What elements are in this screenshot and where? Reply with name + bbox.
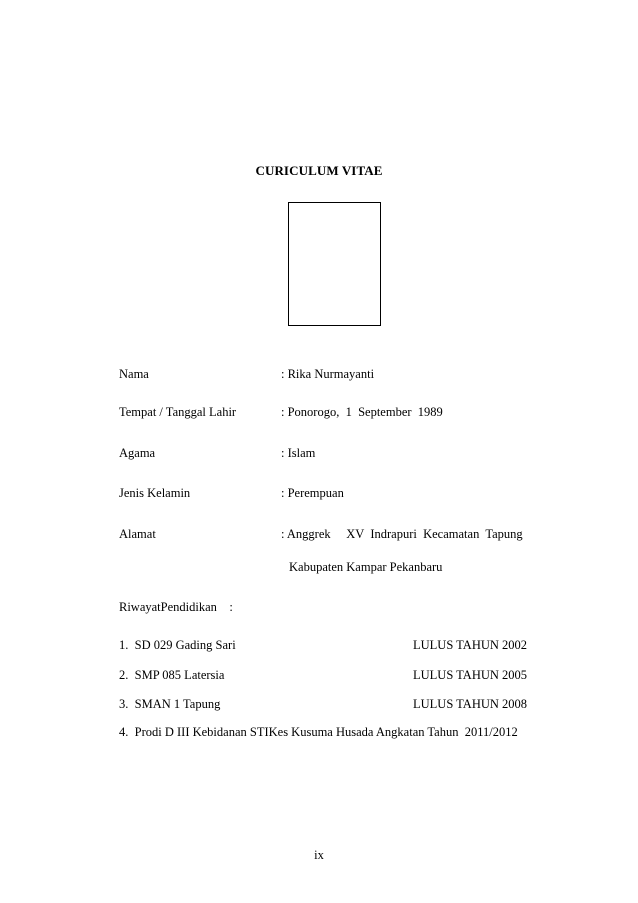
label-agama: Agama xyxy=(119,446,156,460)
education-item-name: 4. Prodi D III Kebidanan STIKes Kusuma Husada Angkatan Tahun 2011/2012 xyxy=(119,725,518,739)
value-nama: : Rika Nurmayanti xyxy=(281,367,375,381)
value-alamat-line1: : Anggrek XV Indrapuri Kecamatan Tapung xyxy=(281,527,523,541)
label-alamat: Alamat xyxy=(119,527,156,541)
value-alamat-line2: Kabupaten Kampar Pekanbaru xyxy=(289,560,443,574)
value-tempat-tanggal-lahir: : Ponorogo, 1 September 1989 xyxy=(281,405,443,419)
photo-placeholder xyxy=(288,202,381,326)
label-tempat-tanggal-lahir: Tempat / Tanggal Lahir xyxy=(119,405,237,419)
education-item-year: LULUS TAHUN 2005 xyxy=(413,668,528,682)
education-item-name: 2. SMP 085 Latersia xyxy=(119,668,225,682)
education-item-name: 1. SD 029 Gading Sari xyxy=(119,638,236,652)
education-item-year: LULUS TAHUN 2002 xyxy=(413,638,528,652)
label-nama: Nama xyxy=(119,367,149,381)
education-item-name: 3. SMAN 1 Tapung xyxy=(119,697,221,711)
value-jenis-kelamin: : Perempuan xyxy=(281,486,344,500)
label-jenis-kelamin: Jenis Kelamin xyxy=(119,486,191,500)
document-title: CURICULUM VITAE xyxy=(255,163,383,178)
education-item-year: LULUS TAHUN 2008 xyxy=(413,697,528,711)
page-number: ix xyxy=(314,848,324,862)
education-heading: RiwayatPendidikan : xyxy=(119,600,233,614)
value-agama: : Islam xyxy=(281,446,316,460)
